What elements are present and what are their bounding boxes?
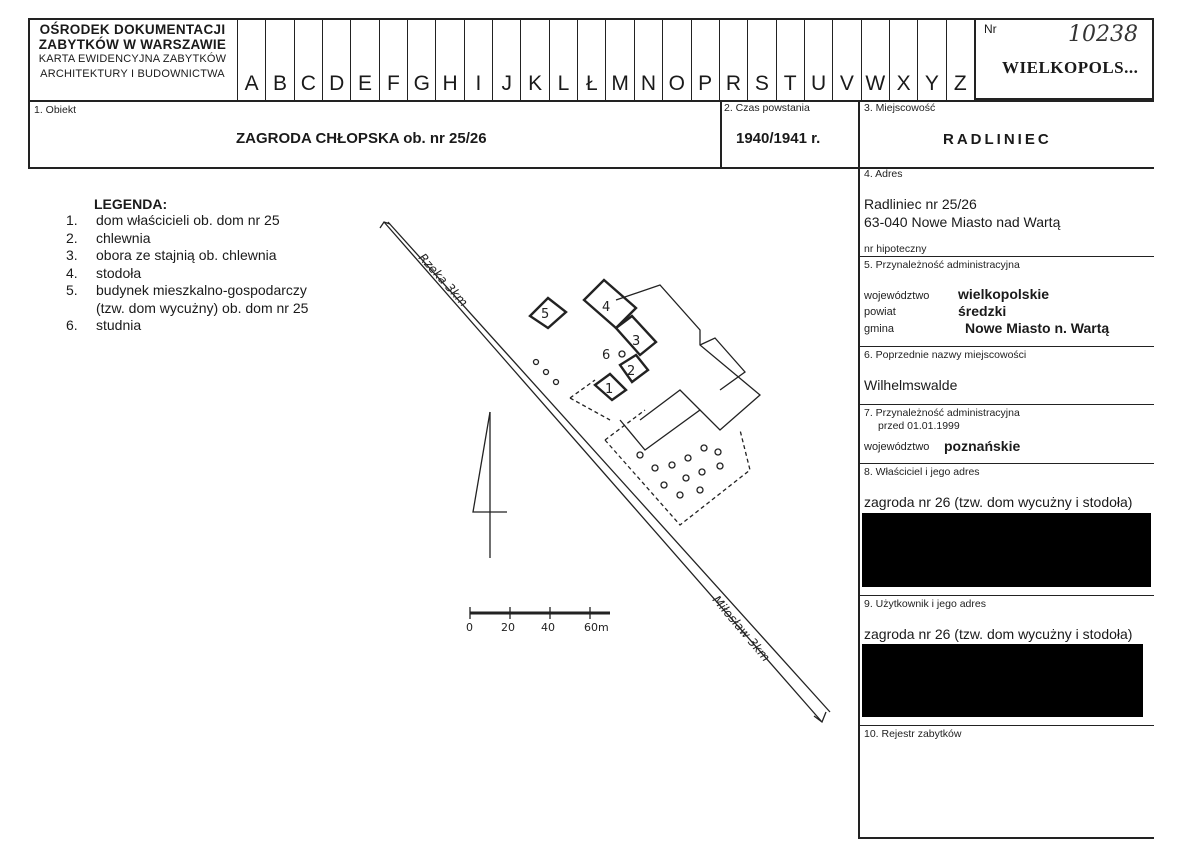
powiat-label: powiat bbox=[864, 306, 896, 318]
uzytkownik-label: 9. Użytkownik i jego adres bbox=[864, 598, 986, 610]
wlasciciel-value: zagroda nr 26 (tzw. dom wycużny i stodoła) bbox=[864, 494, 1133, 510]
road-arrow-bottom bbox=[814, 712, 826, 722]
legend-item-number: 1. bbox=[66, 212, 78, 228]
legend-item-text: (tzw. dom wycużny) ob. dom nr 25 bbox=[96, 299, 309, 316]
index-letter: I bbox=[464, 20, 492, 100]
building-number-6: 6 bbox=[602, 348, 611, 363]
legend-item-text: dom właścicieli ob. dom nr 25 bbox=[96, 212, 280, 228]
wojewodztwo-label: województwo bbox=[864, 290, 930, 302]
yard-inner-2 bbox=[640, 390, 700, 420]
nr-hipoteczny-label: nr hipoteczny bbox=[864, 243, 927, 255]
legend-item-text: budynek mieszkalno-gospodarczy bbox=[96, 282, 307, 298]
nr-label: Nr bbox=[984, 22, 997, 36]
index-letter: N bbox=[634, 20, 662, 100]
index-letter: T bbox=[776, 20, 804, 100]
index-letter: E bbox=[350, 20, 378, 100]
czas-value: 1940/1941 r. bbox=[736, 130, 821, 147]
legend-item-text: obora ze stajnią ob. chlewnia bbox=[96, 247, 277, 263]
uzytkownik-value: zagroda nr 26 (tzw. dom wycużny i stodoła) bbox=[864, 626, 1133, 642]
przynaleznosc-label: 5. Przynależność administracyjna bbox=[864, 259, 1020, 271]
index-letter: Y bbox=[917, 20, 945, 100]
fence-4 bbox=[605, 410, 645, 440]
card-type-line1: KARTA EWIDENCYJNA ZABYTKÓW bbox=[38, 53, 227, 65]
index-letter: Ł bbox=[577, 20, 605, 100]
institution-name-line1: OŚRODEK DOKUMENTACJI bbox=[39, 22, 226, 37]
index-letter: G bbox=[407, 20, 435, 100]
building-number-3: 3 bbox=[632, 334, 641, 349]
yard-outline bbox=[616, 285, 760, 450]
index-letter: M bbox=[605, 20, 633, 100]
scale-label-40: 40 bbox=[541, 621, 555, 634]
nr-value: 10238 bbox=[1068, 22, 1138, 47]
building-number-5: 5 bbox=[541, 307, 550, 322]
obiekt-label: 1. Obiekt bbox=[34, 104, 77, 116]
index-letter: Z bbox=[946, 20, 974, 100]
adres-line2: 63-040 Nowe Miasto nad Wartą bbox=[864, 214, 1061, 230]
czas-label: 2. Czas powstania bbox=[724, 102, 810, 114]
building-number-1: 1 bbox=[605, 382, 614, 397]
index-letter: K bbox=[520, 20, 548, 100]
index-letter: R bbox=[719, 20, 747, 100]
fence-1 bbox=[570, 380, 595, 398]
scale-label-20: 20 bbox=[501, 621, 515, 634]
index-letter: D bbox=[322, 20, 350, 100]
index-letter: C bbox=[294, 20, 322, 100]
index-letter: V bbox=[832, 20, 860, 100]
legend-title: LEGENDA: bbox=[94, 196, 168, 212]
legend-item-number: 2. bbox=[66, 229, 78, 246]
fence-3 bbox=[605, 430, 750, 525]
gmina-value: Nowe Miasto n. Wartą bbox=[965, 320, 1110, 336]
legend-item-number: 4. bbox=[66, 264, 78, 281]
building-number-2: 2 bbox=[627, 364, 636, 379]
wojewodztwo-old-label: województwo bbox=[864, 441, 930, 453]
adres-label: 4. Adres bbox=[864, 168, 903, 180]
adres-line1: Radliniec nr 25/26 bbox=[864, 196, 977, 212]
poprzednie-label: 6. Poprzednie nazwy miejscowości bbox=[864, 349, 1027, 361]
legend-item-number: 3. bbox=[66, 247, 78, 263]
wojewodztwo-old-value: poznańskie bbox=[944, 438, 1021, 454]
legend-item-number: 5. bbox=[66, 282, 78, 298]
legend-item-text: studnia bbox=[96, 317, 142, 333]
legend-item-text: chlewnia bbox=[96, 229, 151, 246]
index-letter: P bbox=[691, 20, 719, 100]
obiekt-value: ZAGRODA CHŁOPSKA ob. nr 25/26 bbox=[236, 130, 487, 147]
region-stamp: WIELKOPOLS... bbox=[1002, 58, 1139, 77]
institution-name-line2: ZABYTKÓW W WARSZAWIE bbox=[38, 37, 227, 52]
index-letter: L bbox=[549, 20, 577, 100]
powiat-value: średzki bbox=[958, 303, 1007, 319]
miejscowosc-label: 3. Miejscowość bbox=[864, 102, 936, 114]
index-letter: O bbox=[662, 20, 690, 100]
index-letter: B bbox=[265, 20, 293, 100]
building-number-4: 4 bbox=[602, 300, 611, 315]
miejscowosc-value: RADLINIEC bbox=[943, 131, 1052, 148]
index-letter: U bbox=[804, 20, 832, 100]
fence-2 bbox=[570, 398, 610, 420]
index-letter: S bbox=[747, 20, 775, 100]
przynaleznosc-old-sub: przed 01.01.1999 bbox=[878, 420, 960, 432]
scale-label-0: 0 bbox=[466, 621, 473, 634]
index-letter: A bbox=[237, 20, 265, 100]
przynaleznosc-old-label: 7. Przynależność administracyjna bbox=[864, 407, 1020, 419]
index-letter: X bbox=[889, 20, 917, 100]
poprzednie-value: Wilhelmswalde bbox=[864, 377, 958, 393]
wojewodztwo-value: wielkopolskie bbox=[958, 286, 1050, 302]
well-6 bbox=[619, 351, 625, 357]
road-label-upper: Rzeka 3km bbox=[415, 250, 471, 310]
gmina-label: gmina bbox=[864, 323, 894, 335]
index-letter: W bbox=[861, 20, 889, 100]
scale-label-60m: 60m bbox=[584, 621, 609, 634]
legend-item-number: 6. bbox=[66, 317, 78, 333]
index-letter: F bbox=[379, 20, 407, 100]
legend-item-text: stodoła bbox=[96, 264, 142, 281]
rejestr-label: 10. Rejestr zabytków bbox=[864, 728, 962, 740]
index-letter: J bbox=[492, 20, 520, 100]
card-type-line2: ARCHITEKTURY I BUDOWNICTWA bbox=[40, 68, 225, 80]
index-letter: H bbox=[435, 20, 463, 100]
road-label-lower: Miłosław 3km bbox=[709, 592, 773, 665]
wlasciciel-label: 8. Właściciel i jego adres bbox=[864, 466, 980, 478]
